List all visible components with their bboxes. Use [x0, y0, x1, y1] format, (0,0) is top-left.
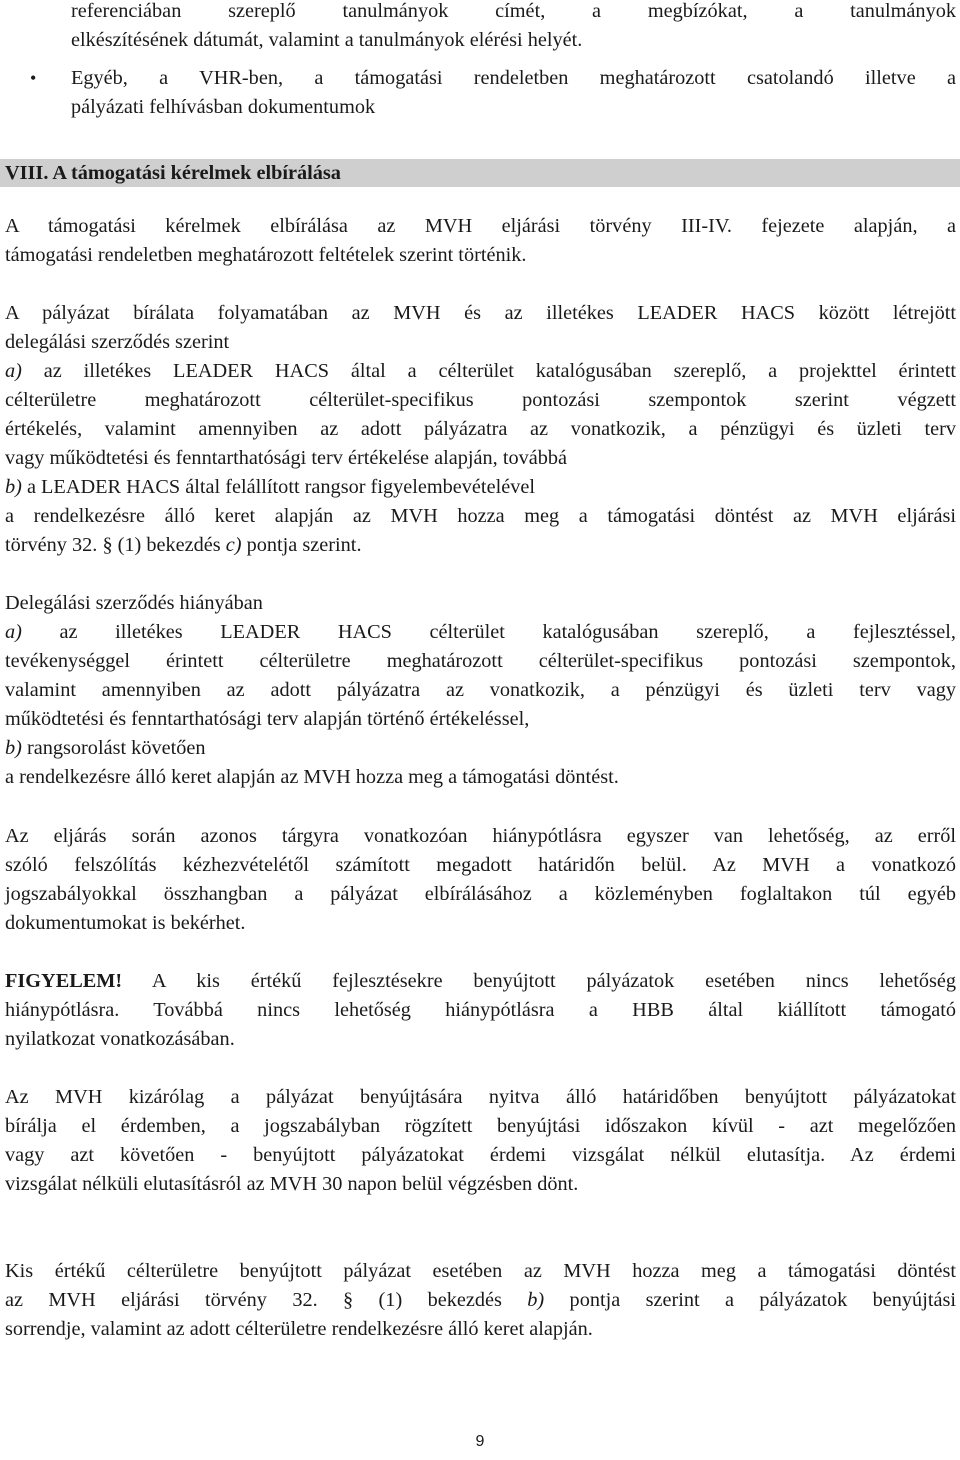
list-label: b)	[5, 737, 22, 759]
list-label: b)	[5, 476, 22, 498]
text-line: tevékenységgel érintett célterületre meghatározott célterület-specifikus pontozási szempontok,	[5, 650, 956, 672]
text-line: A pályázat bírálata folyamatában az MVH és az illetékes LEADER HACS között létrejött	[5, 302, 956, 324]
text-line: támogatási rendeletben meghatározott feltételek szerint történik.	[5, 244, 527, 266]
warning-label: FIGYELEM!	[5, 970, 123, 992]
bullet-icon: •	[30, 68, 37, 88]
paragraph	[5, 299, 956, 560]
text-line: elkészítésének dátumát, valamint a tanulmányok elérési helyét.	[71, 29, 583, 51]
list-label: b)	[527, 1289, 545, 1311]
section-heading: VIII. A támogatási kérelmek elbírálása	[5, 162, 341, 184]
text-line: a rendelkezésre álló keret alapján az MVH hozza meg a támogatási döntést az MVH eljárási	[5, 505, 956, 527]
text-line: a) az illetékes LEADER HACS célterület katalógusában szereplő, a fejlesztéssel,	[5, 621, 956, 643]
text-line: Delegálási szerződés hiányában	[5, 592, 263, 614]
list-label: c)	[225, 534, 242, 556]
text-line: pályázati felhívásban dokumentumok	[71, 96, 376, 118]
page-number: 9	[475, 1433, 485, 1450]
text-line: delegálási szerződés szerint	[5, 331, 230, 353]
text-line: a) az illetékes LEADER HACS által a célterület katalógusában szereplő, a projekttel érintett	[5, 360, 956, 382]
text-line: az MVH eljárási törvény 32. § (1) bekezdés b) pontja szerint a pályázatok benyújtási	[5, 1289, 956, 1311]
list-label: a)	[5, 621, 22, 643]
text-line: valamint amennyiben az adott pályázatra az vonatkozik, a pénzügyi és üzleti terv vagy	[5, 679, 956, 701]
text-line: dokumentumokat is bekérhet.	[5, 912, 246, 934]
paragraph	[5, 1257, 956, 1344]
text-line: működtetési és fenntarthatósági terv alapján történő értékeléssel,	[5, 708, 530, 730]
text-line: Egyéb, a VHR-ben, a támogatási rendeletben meghatározott csatolandó illetve a	[71, 67, 956, 89]
paragraph	[5, 1083, 956, 1199]
text-line: szóló felszólítás kézhezvételétől számított megadott határidőn belül. Az MVH a vonatkozó	[5, 854, 956, 876]
text-line: értékelés, valamint amennyiben az adott pályázatra az vonatkozik, a pénzügyi és üzleti terv	[5, 418, 956, 440]
text-line: referenciában szereplő tanulmányok címét, a megbízókat, a tanulmányok	[71, 0, 956, 22]
text-line: FIGYELEM! A kis értékű fejlesztésekre benyújtott pályázatok esetében nincs lehetőség	[5, 970, 956, 992]
text-line: a rendelkezésre álló keret alapján az MVH hozza meg a támogatási döntést.	[5, 766, 619, 788]
text-line: Az eljárás során azonos tárgyra vonatkozóan hiánypótlásra egyszer van lehetőség, az erről	[5, 825, 956, 847]
text-line: nyilatkozat vonatkozásában.	[5, 1028, 235, 1050]
text-line: sorrendje, valamint az adott célterületre rendelkezésre álló keret alapján.	[5, 1318, 593, 1340]
text-line: törvény 32. § (1) bekezdés c) pontja szerint.	[5, 534, 362, 556]
text-line: b) a LEADER HACS által felállított rangsor figyelembevételével	[5, 476, 535, 498]
text-line: Kis értékű célterületre benyújtott pályázat esetében az MVH hozza meg a támogatási döntést	[5, 1260, 956, 1282]
list-label: a)	[5, 360, 22, 382]
text-line: vizsgálat nélküli elutasításról az MVH 30 napon belül végzésben dönt.	[5, 1173, 579, 1195]
paragraph	[5, 822, 956, 938]
text-line: A támogatási kérelmek elbírálása az MVH eljárási törvény III-IV. fejezete alapján, a	[5, 215, 956, 237]
paragraph	[5, 212, 956, 270]
text-line: célterületre meghatározott célterület-specifikus pontozási szempontok szerint végzett	[5, 389, 956, 411]
text-line: Az MVH kizárólag a pályázat benyújtására nyitva álló határidőben benyújtott pályázatokat	[5, 1086, 956, 1108]
paragraph-warning	[5, 967, 956, 1054]
text-line: vagy működtetési és fenntarthatósági terv értékelése alapján, továbbá	[5, 447, 568, 469]
text-line: bírálja el érdemben, a jogszabályban rögzített benyújtási időszakon kívül - azt megelőzően	[5, 1115, 956, 1137]
text-line: hiánypótlásra. Továbbá nincs lehetőség hiánypótlásra a HBB által kiállított támogató	[5, 999, 956, 1021]
text-line: vagy azt követően - benyújtott pályázatokat érdemi vizsgálat nélkül elutasítja. Az érdemi	[5, 1144, 956, 1166]
paragraph	[5, 589, 956, 792]
text-line: b) rangsorolást követően	[5, 737, 206, 759]
text-line: jogszabályokkal összhangban a pályázat elbírálásához a közleményben foglaltakon túl egyéb	[5, 883, 956, 905]
